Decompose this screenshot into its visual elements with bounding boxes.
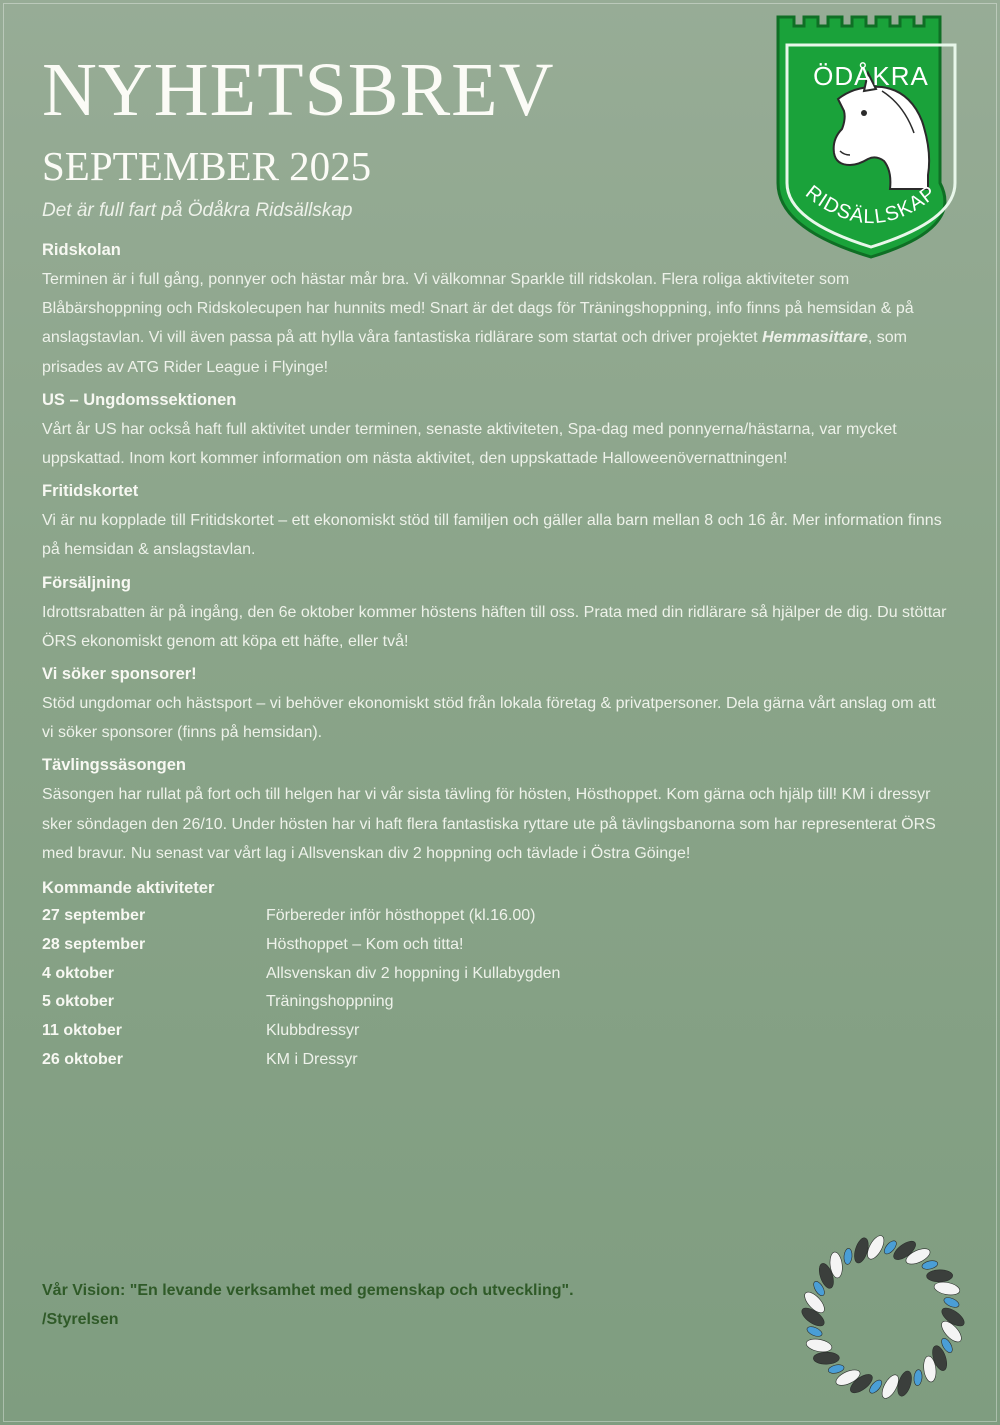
section-heading: Försäljning	[42, 573, 131, 592]
activity-desc: Klubbdressyr	[266, 1022, 360, 1040]
section-text: Terminen är i full gång, ponnyer och hästar mår bra. Vi välkomnar Sparkle till ridskolan. Flera roliga aktiviteter som Blåbärshoppning och Ridskolecupen har hunnits med! Snart är det dags för Träningshoppning, info finns på hemsidan & på anslagstavlan. Vi vill även passa på att hylla våra fantastiska ridlärare som startat och driver projektet Hemmasittare, som prisades av ATG Rider League i Flyinge!	[42, 271, 914, 376]
activity-row	[42, 988, 947, 1017]
section-tavlingssasongen	[42, 755, 947, 868]
tagline: Det är full fart på Ödåkra Ridsällskap	[42, 200, 353, 221]
activity-date: 5 oktober	[42, 993, 115, 1011]
activity-row	[42, 931, 947, 960]
section-text: Vi är nu kopplade till Fritidskortet – ett ekonomiskt stöd till familjen och gäller alla barn mellan 8 och 16 år. Mer information finns på hemsidan & anslagstavlan.	[42, 512, 942, 559]
section-fritidskortet	[42, 481, 947, 564]
logo-top-text: ÖDÅKRA	[813, 61, 929, 91]
wreath-leaf	[843, 1248, 852, 1265]
activity-desc: Hösthoppet – Kom och titta!	[266, 936, 464, 954]
activity-desc: KM i Dressyr	[266, 1050, 358, 1068]
wreath-leaf	[806, 1325, 824, 1339]
wreath-leaf	[921, 1259, 938, 1270]
activity-date: 4 oktober	[42, 964, 115, 982]
wreath-leaf	[913, 1369, 922, 1386]
vision-text: Vår Vision: "En levande verksamhet med gemenskap och utveckling".	[42, 1282, 574, 1299]
section-heading: Ridskolan	[42, 241, 121, 259]
section-sponsorer	[42, 664, 947, 747]
section-heading: Fritidskortet	[42, 482, 139, 501]
wreath-leaf	[827, 1363, 844, 1374]
section-ungdomssektionen	[42, 390, 947, 473]
section-text: Vårt år US har också haft full aktivitet under terminen, senaste aktiviteten, Spa-dag med ponnyerna/hästarna, var mycket uppskattad. Inom kort kommer information om nästa aktivitet, den uppskattade Halloweenövernattningen!	[42, 420, 897, 468]
newsletter-body	[42, 240, 947, 1074]
wreath-leaves	[799, 1233, 967, 1401]
signature: /Styrelsen	[42, 1310, 119, 1328]
activity-row	[42, 1017, 947, 1046]
activity-date: 26 oktober	[42, 1050, 123, 1068]
issue-date: SEPTEMBER 2025	[42, 143, 372, 189]
section-heading: Vi söker sponsorer!	[42, 665, 197, 684]
activity-desc: Förbereder inför hösthoppet (kl.16.00)	[266, 907, 536, 925]
activity-row	[42, 902, 947, 931]
newsletter-title: NYHETSBREV	[42, 48, 555, 132]
wreath-leaf	[943, 1296, 961, 1310]
leaf-wreath-icon	[788, 1222, 978, 1412]
section-ridskolan	[42, 240, 947, 382]
wreath-leaf	[813, 1352, 839, 1364]
club-logo	[772, 15, 970, 260]
section-heading: US – Ungdomssektionen	[42, 390, 237, 409]
section-heading: Tävlingssäsongen	[42, 756, 186, 775]
section-text: Stöd ungdomar och hästsport – vi behöver ekonomiskt stöd från lokala företag & privatpersoner. Dela gärna vårt anslag om att vi söker sponsorer (finns på hemsidan).	[42, 695, 936, 742]
activity-desc: Allsvenskan div 2 hoppning i Kullabygden	[266, 964, 561, 982]
upcoming-heading: Kommande aktiviteter	[42, 879, 215, 898]
activity-row	[42, 959, 947, 988]
wreath-leaf	[933, 1280, 961, 1297]
wreath-leaf	[805, 1337, 833, 1354]
vision-statement	[42, 1277, 574, 1334]
upcoming-activities	[42, 876, 947, 1074]
activity-desc: Träningshoppning	[266, 993, 394, 1011]
logo-bottom-text: RIDSÄLLSKAP	[801, 181, 941, 229]
wreath-leaf	[927, 1270, 953, 1282]
activity-date: 28 september	[42, 936, 146, 954]
activity-date: 11 oktober	[42, 1022, 123, 1040]
activity-date: 27 september	[42, 907, 146, 925]
section-text: Säsongen har rullat på fort och till helgen har vi vår sista tävling för hösten, Hösthoppet. Kom gärna och hjälp till! KM i dressyr sker söndagen den 26/10. Under hösten har vi haft flera fantastiska ryttare ute på tävlingsbanorna som har representerat ÖRS med bravur. Nu senast var vårt lag i Allsvenskan div 2 hoppning och tävlade i Östra Göinge!	[42, 786, 936, 862]
activity-row	[42, 1045, 947, 1074]
project-name: Hemmasittare	[762, 329, 868, 347]
section-text: Idrottsrabatten är på ingång, den 6e oktober kommer höstens häften till oss. Prata med din ridlärare så hjälper de dig. Du stöttar ÖRS ekonomiskt genom att köpa ett häfte, eller två!	[42, 603, 947, 650]
section-forsaljning	[42, 573, 947, 656]
